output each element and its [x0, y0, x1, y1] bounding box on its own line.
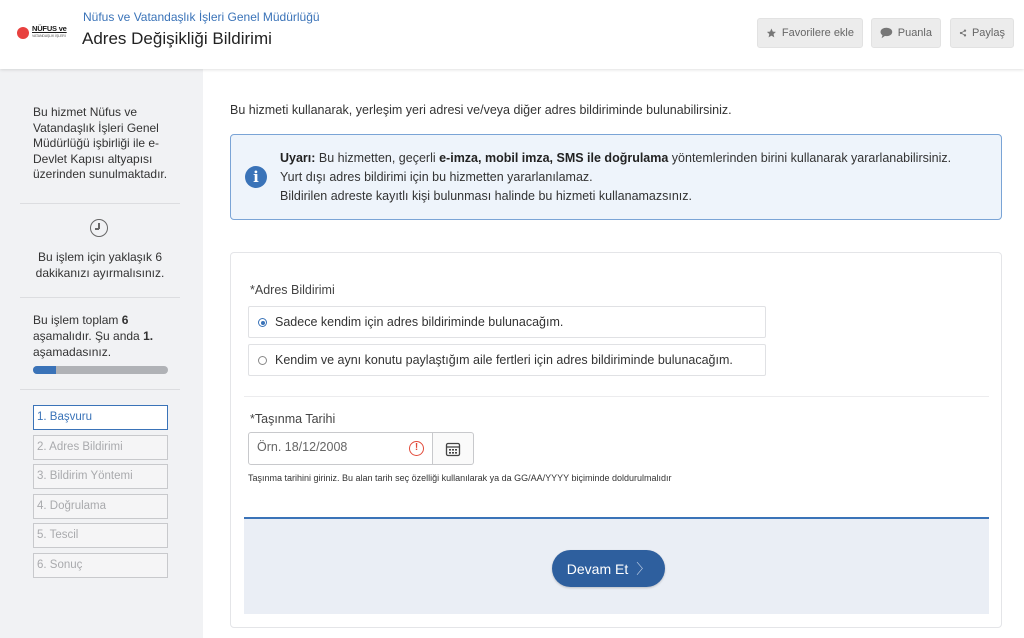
sidebar [0, 69, 203, 638]
alert-line1-b: e-imza, mobil imza, SMS ile doğrulama [439, 151, 669, 165]
calendar-button[interactable] [433, 432, 474, 465]
continue-label: Devam Et [566, 560, 629, 577]
progress-fill [33, 366, 56, 374]
share-icon [959, 26, 967, 40]
favorite-button[interactable] [757, 18, 863, 48]
divider [244, 396, 989, 397]
steps-current: 1. [143, 329, 154, 343]
share-button[interactable] [950, 18, 1014, 48]
steps-info-pre: Bu işlem toplam [33, 313, 122, 327]
step-basvuru[interactable]: 1. Başvuru [33, 405, 168, 430]
speech-bubble-icon [880, 26, 893, 40]
alert-line1-c: yöntemlerinden birini kullanarak yararlanabilirsiniz. [668, 151, 952, 165]
alert-warning-label: Uyarı: [280, 151, 316, 165]
steps-info-mid: aşamalıdır. Şu anda [33, 329, 144, 343]
logo-subtext: VATANDAŞLIK İŞLERİ [32, 34, 66, 38]
radio-button[interactable] [258, 356, 267, 365]
divider [20, 297, 180, 298]
info-alert [230, 134, 1002, 220]
clock-icon [90, 219, 108, 237]
address-notification-label: *Adres Bildirimi [250, 283, 335, 297]
radio-option-self[interactable] [248, 306, 766, 338]
rate-label: Puanla [897, 27, 932, 39]
steps-info-text [33, 312, 173, 360]
share-label: Paylaş [971, 27, 1005, 39]
step-list [33, 405, 168, 582]
error-icon: ! [409, 441, 424, 456]
alert-line-3: Bildirilen adreste kayıtlı kişi bulunması halinde bu hizmeti kullanamazsınız. [280, 189, 692, 203]
logo-mark [17, 27, 29, 39]
step-sonuc: 6. Sonuç [33, 553, 168, 578]
nvi-logo[interactable] [17, 24, 73, 42]
alert-line1-a: Bu hizmetten, geçerli [315, 151, 440, 165]
steps-total: 6 [121, 313, 129, 327]
alert-line-1 [280, 149, 951, 168]
calendar-icon [445, 441, 461, 457]
page-title: Adres Değişikliği Bildirimi [82, 29, 272, 48]
step-dogrulama: 4. Doğrulama [33, 494, 168, 519]
star-icon [766, 26, 777, 40]
radio-option-family-label: Kendim ve aynı konutu paylaştığım aile fertleri için adres bildiriminde bulunacağım. [275, 353, 733, 367]
rate-button[interactable] [871, 18, 941, 48]
page-header [0, 0, 1024, 69]
main-content [203, 69, 1024, 638]
step-bildirim-yontemi: 3. Bildirim Yöntemi [33, 464, 168, 489]
step-tescil: 5. Tescil [33, 523, 168, 548]
moving-date-field[interactable] [248, 432, 433, 465]
alert-line-2: Yurt dışı adres bildirimi için bu hizmetten yararlanılamaz. [280, 170, 593, 184]
radio-option-family[interactable] [248, 344, 766, 376]
intro-text: Bu hizmeti kullanarak, yerleşim yeri adresi ve/veya diğer adres bildiriminde bulunabilirsiniz. [230, 103, 732, 117]
date-hint-text: Taşınma tarihini giriniz. Bu alan tarih seç özelliği kullanılarak ya da GG/AA/YYYY biçiminde doldurulmalıdır [248, 473, 672, 483]
application-form [230, 252, 1002, 628]
divider [20, 203, 180, 204]
estimated-time-text: Bu işlem için yaklaşık 6 dakikanızı ayırmalısınız. [35, 250, 165, 280]
logo-text: NÜFUS ve [32, 24, 67, 33]
progress-bar [33, 366, 168, 374]
radio-button-selected[interactable] [258, 318, 267, 327]
radio-option-self-label: Sadece kendim için adres bildiriminde bulunacağım. [275, 315, 564, 329]
org-name-link[interactable]: Nüfus ve Vatandaşlık İşleri Genel Müdürlüğü [83, 10, 320, 24]
continue-button[interactable] [552, 550, 665, 587]
step-adres-bildirimi: 2. Adres Bildirimi [33, 435, 168, 460]
divider [20, 389, 180, 390]
steps-info-post: aşamadasınız. [33, 345, 112, 359]
moving-date-input[interactable] [257, 440, 397, 454]
favorite-label: Favorilere ekle [781, 27, 854, 39]
moving-date-label: *Taşınma Tarihi [250, 412, 336, 426]
info-icon: i [245, 166, 267, 188]
form-actions [244, 517, 989, 614]
chevron-right-icon: 〉 [636, 560, 651, 577]
alert-text [280, 149, 951, 206]
service-info-text: Bu hizmet Nüfus ve Vatandaşlık İşleri Genel Müdürlüğü işbirliği ile e-Devlet Kapısı altyapısı üzerinden sunulmaktadır. [33, 105, 168, 181]
